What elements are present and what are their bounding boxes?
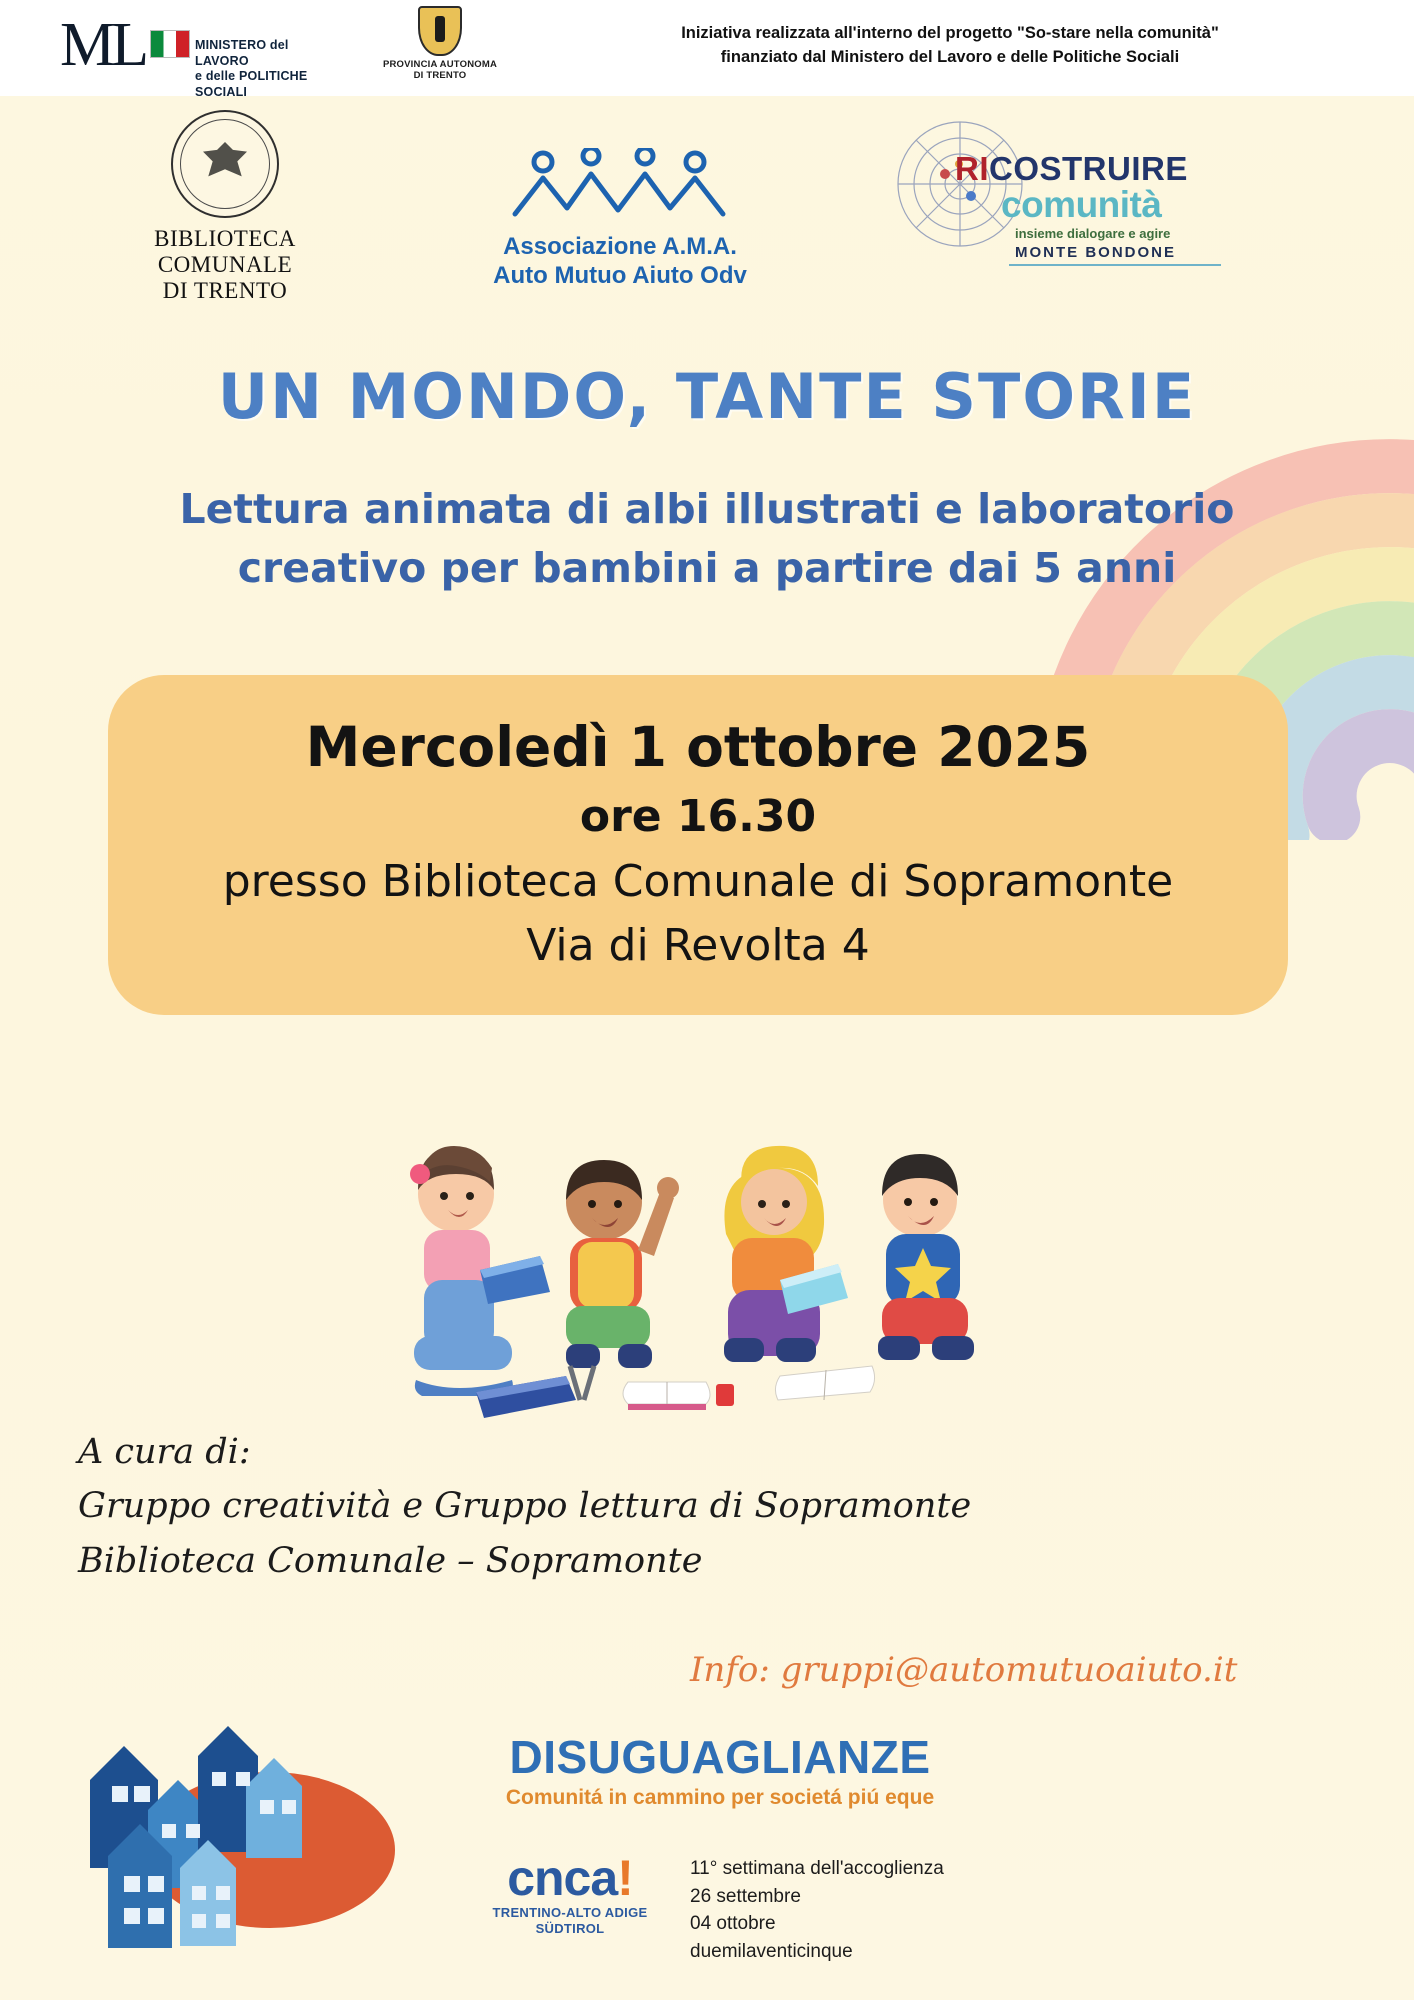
books-and-supplies — [476, 1366, 875, 1418]
cnca-region-line1: TRENTINO-ALTO ADIGE — [492, 1904, 648, 1920]
page-subtitle-line2: creativo per bambini a partire dai 5 anni — [237, 544, 1177, 593]
contact-info[interactable]: Info: gruppi@automutuoaiuto.it — [690, 1650, 1238, 1690]
ama-line1: Associazione A.M.A. — [503, 233, 737, 260]
ministry-logo — [55, 8, 325, 99]
event-details-box — [108, 675, 1288, 1015]
event-address: Via di Revolta 4 — [526, 919, 870, 971]
cnca-region-line2: SÜDTIROL — [535, 1920, 605, 1936]
ricostruire-sub: comunità — [1001, 184, 1162, 225]
cnca-logo — [480, 1850, 660, 1937]
page-subtitle-line1: Lettura animata di albi illustrati e laboratorio — [179, 485, 1235, 533]
ministry-monogram: ML — [60, 11, 145, 79]
event-time: ore 16.30 — [579, 791, 817, 843]
week-line3: 04 ottobre — [690, 1913, 776, 1935]
event-venue: presso Biblioteca Comunale di Sopramonte — [222, 856, 1174, 908]
child-2 — [566, 1160, 679, 1368]
credits-line3: Biblioteca Comunale – Sopramonte — [78, 1540, 703, 1581]
credits-line2: Gruppo creatività e Gruppo lettura di Sopramonte — [78, 1486, 972, 1527]
ricostruire-prefix: RI — [955, 150, 989, 187]
institutional-header — [0, 0, 1414, 99]
event-date: Mercoledì 1 ottobre 2025 — [305, 715, 1091, 780]
funding-note — [520, 22, 1380, 70]
province-logo — [370, 6, 510, 90]
cnca-region — [480, 1905, 660, 1938]
ama-line2: Auto Mutuo Aiuto Odv — [493, 261, 747, 289]
campaign-title: DISUGUAGLIANZE — [509, 1731, 931, 1783]
cnca-wordmark: cnca — [507, 1850, 618, 1906]
credits-block — [78, 1425, 1128, 1588]
province-logo-label: PROVINCIA AUTONOMA DI TRENTO — [382, 59, 498, 82]
ricostruire-tagline: insieme dialogare e agire — [1015, 226, 1171, 241]
funding-note-line2: finanziato dal Ministero del Lavoro e delle Politiche Sociali — [720, 47, 1180, 66]
funding-note-line1: Iniziativa realizzata all'interno del progetto "So-stare nella comunità" — [681, 24, 1219, 42]
library-logo — [105, 110, 345, 303]
ricostruire-underline — [1009, 264, 1221, 266]
ama-logo — [455, 148, 785, 291]
children-reading-illustration — [380, 1130, 1040, 1450]
cnca-name — [480, 1850, 660, 1906]
campaign-subtitle: Comunitá in cammino per societá piú eque — [505, 1786, 935, 1809]
child-1 — [392, 1146, 550, 1398]
ricostruire-logo — [905, 122, 1285, 272]
ama-people-icon — [505, 148, 735, 222]
cnca-exclamation-icon: ! — [617, 1850, 633, 1906]
library-logo-label: BIBLIOTECA COMUNALE DI TRENTO — [154, 226, 296, 303]
ricostruire-main: COSTRUIRE — [989, 150, 1188, 187]
province-shield-icon — [418, 6, 462, 56]
campaign-block — [470, 1730, 970, 1810]
week-info — [690, 1855, 944, 1965]
library-seal-icon — [171, 110, 279, 218]
credits-line1: A cura di: — [78, 1432, 251, 1472]
child-4 — [878, 1154, 974, 1360]
ricostruire-place: MONTE BONDONE — [1015, 244, 1176, 261]
week-line2: 26 settembre — [690, 1885, 801, 1907]
week-line1: 11° settimana dell'accoglienza — [690, 1858, 944, 1879]
page-title: UN MONDO, TANTE STORIE — [217, 360, 1197, 433]
page-subtitle — [60, 480, 1354, 599]
houses-illustration — [70, 1660, 400, 1950]
child-3 — [724, 1146, 848, 1362]
ministry-logo-label: MINISTERO del LAVORO e delle POLITICHE SOCIALI — [195, 38, 308, 99]
week-line4: duemilaventicinque — [690, 1940, 853, 1962]
ricostruire-title — [955, 150, 1188, 188]
italy-flag-icon — [150, 30, 190, 58]
ama-logo-label — [455, 233, 785, 291]
